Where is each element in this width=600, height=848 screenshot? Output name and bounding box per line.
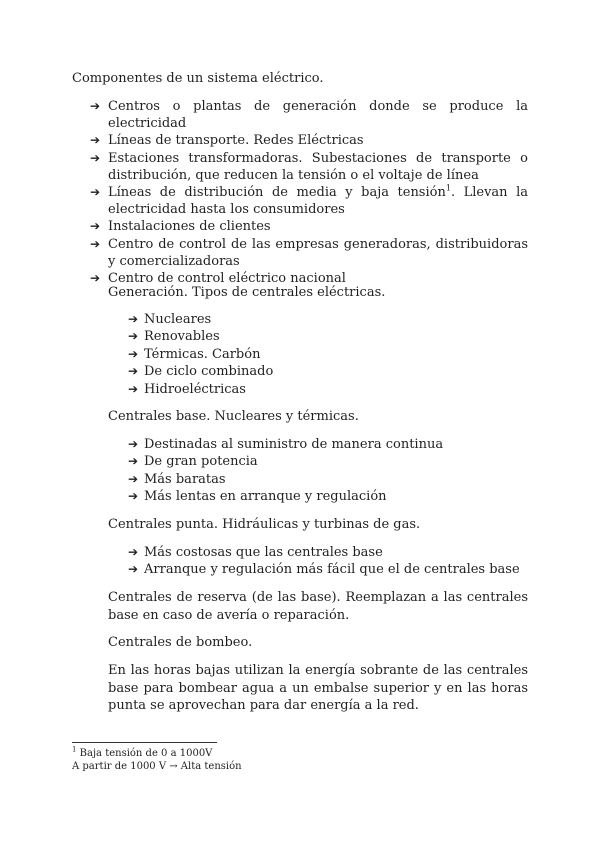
arrow-icon: ➔ — [128, 545, 139, 559]
list-item: ➔ Renovables — [128, 329, 220, 345]
arrow-icon: ➔ — [128, 489, 139, 504]
arrow-icon: ➔ — [128, 364, 139, 379]
arrow-icon: ➔ — [128, 437, 139, 451]
footnote-reference[interactable]: 1 — [445, 183, 451, 193]
page-heading: Componentes de un sistema eléctrico. — [72, 71, 324, 86]
generacion-list — [128, 311, 528, 398]
centrales-bombeo-paragraph: En las horas bajas utilizan la energía sobrante de las centrales base para bombear agua a un embalse superior y en las horas punta se aprovechan para dar energía a la red. — [108, 663, 528, 714]
arrow-icon: ➔ — [90, 133, 101, 148]
list-item: ➔ De ciclo combinado — [128, 364, 274, 380]
list-item: ➔ Instalaciones de clientes — [90, 219, 271, 235]
arrow-icon: ➔ — [128, 346, 139, 361]
arrow-icon: ➔ — [90, 185, 101, 200]
list-item: ➔ Centro de control de las empresas generadoras, distribuidoras y comercializadoras — [90, 236, 528, 269]
footnote-divider — [72, 742, 217, 743]
footnote-line: $^1$ Baja tensión de 0 a 1000V — [72, 745, 213, 759]
footnote-marker: 1 — [72, 745, 77, 754]
list-item: ➔ Más lentas en arranque y regulación — [128, 489, 387, 505]
list-item: ➔ De gran potencia — [128, 454, 258, 470]
footnote-line: A partir de 1000 V → Alta tensión — [72, 761, 242, 772]
centrales-reserva-paragraph: Centrales de reserva (de las base). Reemplazan a las centrales base en caso de avería o reparación. — [108, 590, 528, 623]
list-item: ➔ Más baratas — [128, 471, 226, 487]
arrow-icon: ➔ — [128, 312, 139, 326]
arrow-icon: ➔ — [90, 99, 101, 113]
list-item: ➔ Estaciones transformadoras. Subestaciones de transporte o distribución, que reducen la tensión o el voltaje de línea — [90, 150, 528, 183]
list-item: ➔ Líneas de transporte. Redes Eléctricas — [90, 133, 364, 149]
components-list — [90, 98, 528, 287]
centrales-base-list — [128, 436, 528, 506]
list-item: ➔ Centro de control eléctrico nacional — [90, 271, 346, 287]
centrales-punta-list — [128, 544, 528, 579]
list-item: ➔ Más costosas que las centrales base — [128, 545, 383, 560]
arrow-icon: ➔ — [128, 454, 139, 469]
list-item: ➔ Térmicas. Carbón — [128, 346, 261, 362]
list-item: ➔ Centros o plantas de generación donde se produce la electricidad — [90, 99, 528, 132]
list-item: ➔ Líneas de distribución de media y baja tensión$^1$. Llevan la electricidad hasta los consumidores — [90, 183, 528, 218]
list-item: ➔ Destinadas al suministro de manera continua — [128, 437, 444, 452]
arrow-icon: ➔ — [128, 562, 139, 577]
arrow-icon: ➔ — [128, 471, 139, 486]
centrales-bombeo-title: Centrales de bombeo. — [108, 635, 253, 650]
arrow-icon: ➔ — [128, 329, 139, 344]
arrow-icon: ➔ — [128, 381, 139, 396]
list-item: ➔ Arranque y regulación más fácil que el de centrales base — [128, 562, 520, 578]
footnote — [72, 747, 242, 773]
centrales-punta-title: Centrales punta. Hidráulicas y turbinas de gas. — [108, 517, 421, 532]
arrow-icon: ➔ — [90, 271, 101, 286]
list-item: ➔ Nucleares — [128, 312, 212, 327]
centrales-base-title: Centrales base. Nucleares y térmicas. — [108, 409, 359, 424]
arrow-icon: ➔ — [90, 219, 101, 234]
list-item: ➔ Hidroeléctricas — [128, 381, 246, 397]
generacion-title: Generación. Tipos de centrales eléctricas. — [108, 285, 386, 300]
arrow-icon: ➔ — [90, 150, 101, 165]
arrow-icon: ➔ — [90, 236, 101, 251]
